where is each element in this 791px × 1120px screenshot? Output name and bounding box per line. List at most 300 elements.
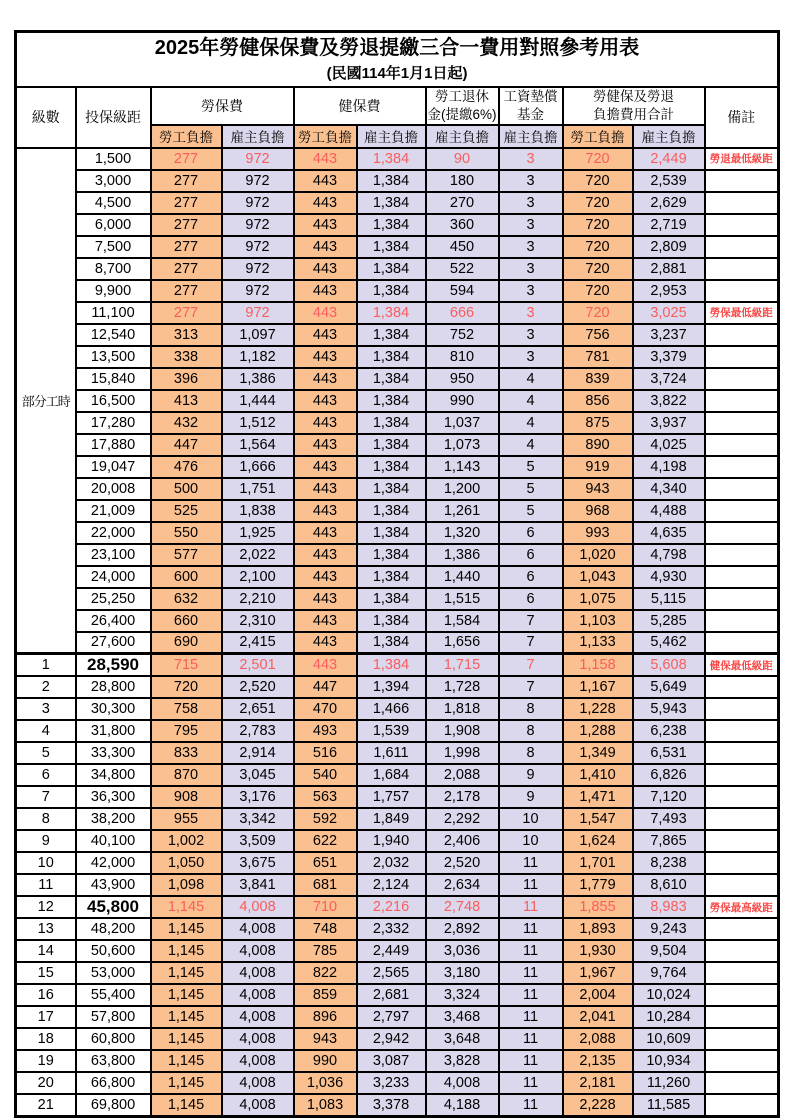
cell-health-employer: 1,384 xyxy=(357,544,426,566)
cell-labor-employee: 277 xyxy=(151,258,222,280)
remark-cell xyxy=(705,830,779,852)
cell-total-employer: 11,585 xyxy=(633,1094,705,1116)
cell-wage-fund-employer: 5 xyxy=(499,456,563,478)
cell-total-employee: 1,133 xyxy=(563,632,633,654)
cell-total-employer: 9,764 xyxy=(633,962,705,984)
cell-health-employer: 2,032 xyxy=(357,852,426,874)
cell-labor-employer: 4,008 xyxy=(222,962,294,984)
cell-health-employee: 592 xyxy=(294,808,357,830)
remark-cell xyxy=(705,214,779,236)
remark-cell: 勞保最低級距 xyxy=(705,302,779,324)
cell-total-employee: 1,103 xyxy=(563,610,633,632)
cell-health-employee: 443 xyxy=(294,566,357,588)
header-total-line1: 勞健保及勞退 xyxy=(593,88,674,104)
cell-total-employer: 5,608 xyxy=(633,654,705,677)
cell-wage-fund-employer: 3 xyxy=(499,258,563,280)
cell-total-employee: 1,855 xyxy=(563,896,633,918)
salary-bracket-cell: 13,500 xyxy=(76,346,151,368)
cell-total-employer: 4,340 xyxy=(633,478,705,500)
cell-health-employer: 1,384 xyxy=(357,478,426,500)
cell-pension-employer: 3,468 xyxy=(426,1006,499,1028)
salary-bracket-cell: 6,000 xyxy=(76,214,151,236)
cell-health-employee: 443 xyxy=(294,192,357,214)
cell-wage-fund-employer: 6 xyxy=(499,544,563,566)
cell-health-employer: 1,940 xyxy=(357,830,426,852)
cell-pension-employer: 90 xyxy=(426,148,499,170)
cell-total-employer: 8,238 xyxy=(633,852,705,874)
table-row xyxy=(16,522,779,544)
header-wage-fund-line2: 基金 xyxy=(517,106,544,122)
level-cell: 3 xyxy=(16,698,76,720)
salary-bracket-cell: 31,800 xyxy=(76,720,151,742)
salary-bracket-cell: 34,800 xyxy=(76,764,151,786)
remark-cell xyxy=(705,764,779,786)
cell-health-employee: 1,036 xyxy=(294,1072,357,1094)
cell-labor-employee: 690 xyxy=(151,632,222,654)
table-row xyxy=(16,170,779,192)
cell-pension-employer: 270 xyxy=(426,192,499,214)
cell-wage-fund-employer: 3 xyxy=(499,192,563,214)
cell-labor-employer: 972 xyxy=(222,236,294,258)
salary-bracket-cell: 22,000 xyxy=(76,522,151,544)
salary-bracket-cell: 53,000 xyxy=(76,962,151,984)
remark-cell xyxy=(705,610,779,632)
remark-cell xyxy=(705,940,779,962)
table-row xyxy=(16,1094,779,1116)
cell-labor-employee: 1,145 xyxy=(151,1006,222,1028)
remark-cell: 勞保最高級距 xyxy=(705,896,779,918)
table-row xyxy=(16,698,779,720)
cell-labor-employee: 1,145 xyxy=(151,940,222,962)
cell-labor-employer: 1,751 xyxy=(222,478,294,500)
cell-total-employee: 781 xyxy=(563,346,633,368)
cell-health-employer: 2,332 xyxy=(357,918,426,940)
cell-labor-employee: 870 xyxy=(151,764,222,786)
header-wage-fund-line1: 工資墊償 xyxy=(503,88,558,104)
cell-total-employer: 2,881 xyxy=(633,258,705,280)
level-cell: 16 xyxy=(16,984,76,1006)
cell-pension-employer: 1,998 xyxy=(426,742,499,764)
cell-health-employer: 1,384 xyxy=(357,412,426,434)
cell-health-employee: 443 xyxy=(294,236,357,258)
cell-total-employee: 993 xyxy=(563,522,633,544)
cell-total-employer: 4,635 xyxy=(633,522,705,544)
cell-pension-employer: 1,728 xyxy=(426,676,499,698)
remark-cell xyxy=(705,236,779,258)
table-row xyxy=(16,324,779,346)
table-row xyxy=(16,258,779,280)
remark-cell xyxy=(705,1072,779,1094)
cell-total-employer: 6,826 xyxy=(633,764,705,786)
cell-total-employer: 4,930 xyxy=(633,566,705,588)
salary-bracket-cell: 9,900 xyxy=(76,280,151,302)
cell-labor-employee: 277 xyxy=(151,236,222,258)
cell-labor-employee: 447 xyxy=(151,434,222,456)
cell-health-employee: 443 xyxy=(294,280,357,302)
cell-health-employee: 516 xyxy=(294,742,357,764)
table-row xyxy=(16,940,779,962)
header-pension-line1: 勞工退休 xyxy=(435,88,489,104)
cell-health-employer: 1,384 xyxy=(357,368,426,390)
salary-bracket-cell: 50,600 xyxy=(76,940,151,962)
cell-wage-fund-employer: 6 xyxy=(499,522,563,544)
table-row xyxy=(16,566,779,588)
cell-health-employee: 540 xyxy=(294,764,357,786)
remark-cell: 勞退最低級距 xyxy=(705,148,779,170)
cell-total-employee: 943 xyxy=(563,478,633,500)
cell-pension-employer: 666 xyxy=(426,302,499,324)
cell-pension-employer: 450 xyxy=(426,236,499,258)
cell-health-employer: 3,087 xyxy=(357,1050,426,1072)
cell-total-employer: 5,649 xyxy=(633,676,705,698)
cell-total-employee: 720 xyxy=(563,148,633,170)
cell-health-employee: 443 xyxy=(294,632,357,654)
cell-total-employee: 1,288 xyxy=(563,720,633,742)
table-row xyxy=(16,346,779,368)
cell-health-employer: 2,797 xyxy=(357,1006,426,1028)
cell-pension-employer: 1,200 xyxy=(426,478,499,500)
cell-labor-employer: 972 xyxy=(222,280,294,302)
cell-labor-employee: 396 xyxy=(151,368,222,390)
cell-labor-employee: 1,002 xyxy=(151,830,222,852)
header-total xyxy=(563,87,705,125)
cell-labor-employer: 4,008 xyxy=(222,1072,294,1094)
cell-health-employer: 1,384 xyxy=(357,610,426,632)
cell-health-employee: 470 xyxy=(294,698,357,720)
cell-total-employee: 1,701 xyxy=(563,852,633,874)
salary-bracket-cell: 7,500 xyxy=(76,236,151,258)
salary-bracket-cell: 69,800 xyxy=(76,1094,151,1116)
cell-pension-employer: 2,634 xyxy=(426,874,499,896)
cell-wage-fund-employer: 8 xyxy=(499,742,563,764)
cell-health-employee: 443 xyxy=(294,258,357,280)
level-cell: 9 xyxy=(16,830,76,852)
cell-pension-employer: 1,440 xyxy=(426,566,499,588)
cell-labor-employee: 277 xyxy=(151,214,222,236)
salary-bracket-cell: 28,800 xyxy=(76,676,151,698)
cell-health-employee: 443 xyxy=(294,324,357,346)
level-cell: 13 xyxy=(16,918,76,940)
cell-total-employer: 6,531 xyxy=(633,742,705,764)
cell-health-employer: 1,384 xyxy=(357,588,426,610)
cell-total-employer: 10,609 xyxy=(633,1028,705,1050)
cell-total-employee: 1,547 xyxy=(563,808,633,830)
cell-pension-employer: 4,188 xyxy=(426,1094,499,1116)
table-row xyxy=(16,544,779,566)
cell-labor-employer: 1,097 xyxy=(222,324,294,346)
level-cell: 2 xyxy=(16,676,76,698)
cell-pension-employer: 180 xyxy=(426,170,499,192)
cell-wage-fund-employer: 4 xyxy=(499,368,563,390)
cell-total-employee: 968 xyxy=(563,500,633,522)
page-title: 2025年勞健保保費及勞退提繳三合一費用對照參考用表 xyxy=(154,37,640,60)
table-row xyxy=(16,500,779,522)
cell-wage-fund-employer: 5 xyxy=(499,500,563,522)
table-row xyxy=(16,368,779,390)
cell-health-employer: 1,384 xyxy=(357,456,426,478)
cell-total-employee: 856 xyxy=(563,390,633,412)
level-cell: 14 xyxy=(16,940,76,962)
salary-bracket-cell: 17,280 xyxy=(76,412,151,434)
cell-labor-employer: 2,783 xyxy=(222,720,294,742)
cell-total-employer: 3,724 xyxy=(633,368,705,390)
header-labor-insurance: 勞保費 xyxy=(151,87,294,125)
cell-health-employee: 493 xyxy=(294,720,357,742)
cell-health-employer: 1,384 xyxy=(357,654,426,677)
cell-health-employee: 443 xyxy=(294,610,357,632)
cell-labor-employer: 2,100 xyxy=(222,566,294,588)
cell-total-employee: 720 xyxy=(563,170,633,192)
cell-total-employer: 2,719 xyxy=(633,214,705,236)
cell-health-employer: 1,384 xyxy=(357,632,426,654)
level-cell: 21 xyxy=(16,1094,76,1116)
cell-wage-fund-employer: 7 xyxy=(499,632,563,654)
cell-total-employer: 5,943 xyxy=(633,698,705,720)
cell-pension-employer: 1,908 xyxy=(426,720,499,742)
remark-cell xyxy=(705,324,779,346)
remark-cell xyxy=(705,918,779,940)
remark-cell xyxy=(705,676,779,698)
cell-labor-employee: 577 xyxy=(151,544,222,566)
cell-labor-employer: 4,008 xyxy=(222,984,294,1006)
cell-total-employee: 1,471 xyxy=(563,786,633,808)
cell-health-employer: 1,849 xyxy=(357,808,426,830)
cell-total-employer: 5,285 xyxy=(633,610,705,632)
title-row xyxy=(16,32,779,87)
cell-total-employer: 7,865 xyxy=(633,830,705,852)
cell-total-employer: 8,610 xyxy=(633,874,705,896)
cell-labor-employer: 1,666 xyxy=(222,456,294,478)
table-row xyxy=(16,720,779,742)
table-row xyxy=(16,302,779,324)
cell-total-employee: 2,041 xyxy=(563,1006,633,1028)
remark-cell xyxy=(705,346,779,368)
cell-pension-employer: 1,515 xyxy=(426,588,499,610)
cell-total-employee: 2,135 xyxy=(563,1050,633,1072)
salary-bracket-cell: 3,000 xyxy=(76,170,151,192)
cell-health-employer: 2,449 xyxy=(357,940,426,962)
salary-bracket-cell: 23,100 xyxy=(76,544,151,566)
cell-labor-employer: 4,008 xyxy=(222,896,294,918)
salary-bracket-cell: 43,900 xyxy=(76,874,151,896)
remark-cell xyxy=(705,808,779,830)
table-row xyxy=(16,214,779,236)
cell-total-employee: 1,158 xyxy=(563,654,633,677)
cell-wage-fund-employer: 4 xyxy=(499,434,563,456)
cell-labor-employee: 1,145 xyxy=(151,962,222,984)
remark-cell xyxy=(705,456,779,478)
table-row xyxy=(16,478,779,500)
remark-cell xyxy=(705,1028,779,1050)
salary-bracket-cell: 20,008 xyxy=(76,478,151,500)
cell-pension-employer: 2,088 xyxy=(426,764,499,786)
cell-pension-employer: 950 xyxy=(426,368,499,390)
remark-cell xyxy=(705,544,779,566)
cell-health-employee: 443 xyxy=(294,346,357,368)
subheader-total-employee: 勞工負擔 xyxy=(563,125,633,148)
table-row xyxy=(16,962,779,984)
cell-pension-employer: 522 xyxy=(426,258,499,280)
cell-pension-employer: 1,386 xyxy=(426,544,499,566)
salary-bracket-cell: 66,800 xyxy=(76,1072,151,1094)
cell-health-employer: 1,384 xyxy=(357,522,426,544)
cell-health-employer: 1,384 xyxy=(357,346,426,368)
table-row xyxy=(16,192,779,214)
salary-bracket-cell: 4,500 xyxy=(76,192,151,214)
cell-health-employee: 943 xyxy=(294,1028,357,1050)
table-row xyxy=(16,874,779,896)
header-pension xyxy=(426,87,499,125)
cell-total-employer: 11,260 xyxy=(633,1072,705,1094)
cell-health-employer: 1,384 xyxy=(357,390,426,412)
cell-pension-employer: 1,320 xyxy=(426,522,499,544)
remark-cell xyxy=(705,1006,779,1028)
cell-health-employer: 1,384 xyxy=(357,192,426,214)
cell-labor-employer: 972 xyxy=(222,170,294,192)
cell-labor-employee: 715 xyxy=(151,654,222,677)
salary-bracket-cell: 38,200 xyxy=(76,808,151,830)
salary-bracket-cell: 45,800 xyxy=(76,896,151,918)
cell-labor-employer: 1,444 xyxy=(222,390,294,412)
remark-cell xyxy=(705,434,779,456)
cell-labor-employer: 2,022 xyxy=(222,544,294,566)
cell-labor-employer: 1,182 xyxy=(222,346,294,368)
cell-health-employer: 1,384 xyxy=(357,434,426,456)
cell-labor-employer: 1,564 xyxy=(222,434,294,456)
cell-total-employee: 875 xyxy=(563,412,633,434)
remark-cell xyxy=(705,500,779,522)
level-cell: 11 xyxy=(16,874,76,896)
cell-labor-employee: 1,145 xyxy=(151,896,222,918)
cell-labor-employee: 955 xyxy=(151,808,222,830)
cell-health-employer: 2,565 xyxy=(357,962,426,984)
cell-labor-employee: 1,145 xyxy=(151,984,222,1006)
cell-wage-fund-employer: 11 xyxy=(499,874,563,896)
cell-total-employee: 1,930 xyxy=(563,940,633,962)
cell-health-employee: 1,083 xyxy=(294,1094,357,1116)
cell-labor-employee: 277 xyxy=(151,302,222,324)
cell-wage-fund-employer: 3 xyxy=(499,302,563,324)
level-cell: 1 xyxy=(16,654,76,677)
level-cell: 15 xyxy=(16,962,76,984)
cell-health-employer: 1,757 xyxy=(357,786,426,808)
cell-health-employee: 990 xyxy=(294,1050,357,1072)
level-cell: 18 xyxy=(16,1028,76,1050)
cell-pension-employer: 2,292 xyxy=(426,808,499,830)
cell-pension-employer: 810 xyxy=(426,346,499,368)
cell-wage-fund-employer: 11 xyxy=(499,1072,563,1094)
cell-wage-fund-employer: 11 xyxy=(499,896,563,918)
salary-bracket-cell: 26,400 xyxy=(76,610,151,632)
cell-total-employer: 4,798 xyxy=(633,544,705,566)
cell-labor-employer: 4,008 xyxy=(222,1094,294,1116)
cell-health-employer: 1,684 xyxy=(357,764,426,786)
cell-pension-employer: 3,036 xyxy=(426,940,499,962)
cell-total-employee: 1,779 xyxy=(563,874,633,896)
cell-health-employee: 443 xyxy=(294,214,357,236)
cell-labor-employer: 3,675 xyxy=(222,852,294,874)
cell-wage-fund-employer: 11 xyxy=(499,852,563,874)
cell-labor-employer: 972 xyxy=(222,148,294,170)
salary-bracket-cell: 12,540 xyxy=(76,324,151,346)
cell-health-employee: 443 xyxy=(294,148,357,170)
cell-health-employee: 447 xyxy=(294,676,357,698)
table-row xyxy=(16,676,779,698)
cell-pension-employer: 1,656 xyxy=(426,632,499,654)
premium-reference-table xyxy=(14,30,780,1118)
cell-wage-fund-employer: 3 xyxy=(499,214,563,236)
cell-total-employee: 756 xyxy=(563,324,633,346)
level-cell: 6 xyxy=(16,764,76,786)
cell-health-employee: 443 xyxy=(294,170,357,192)
salary-bracket-cell: 11,100 xyxy=(76,302,151,324)
cell-labor-employer: 3,342 xyxy=(222,808,294,830)
cell-labor-employer: 2,415 xyxy=(222,632,294,654)
cell-pension-employer: 3,180 xyxy=(426,962,499,984)
remark-cell xyxy=(705,412,779,434)
cell-health-employer: 1,384 xyxy=(357,214,426,236)
table-row xyxy=(16,280,779,302)
cell-total-employee: 720 xyxy=(563,192,633,214)
cell-labor-employee: 413 xyxy=(151,390,222,412)
cell-health-employer: 2,216 xyxy=(357,896,426,918)
cell-wage-fund-employer: 6 xyxy=(499,566,563,588)
cell-labor-employee: 550 xyxy=(151,522,222,544)
cell-labor-employer: 3,176 xyxy=(222,786,294,808)
cell-health-employee: 443 xyxy=(294,456,357,478)
cell-wage-fund-employer: 8 xyxy=(499,720,563,742)
cell-total-employee: 720 xyxy=(563,214,633,236)
cell-labor-employee: 632 xyxy=(151,588,222,610)
remark-cell xyxy=(705,742,779,764)
cell-health-employee: 785 xyxy=(294,940,357,962)
cell-health-employee: 443 xyxy=(294,302,357,324)
salary-bracket-cell: 28,590 xyxy=(76,654,151,677)
cell-total-employee: 1,043 xyxy=(563,566,633,588)
cell-pension-employer: 594 xyxy=(426,280,499,302)
salary-bracket-cell: 8,700 xyxy=(76,258,151,280)
header-pension-line2: 金(提繳6%) xyxy=(427,106,497,122)
cell-total-employee: 720 xyxy=(563,258,633,280)
cell-pension-employer: 1,715 xyxy=(426,654,499,677)
cell-pension-employer: 1,073 xyxy=(426,434,499,456)
cell-health-employee: 443 xyxy=(294,654,357,677)
cell-health-employee: 748 xyxy=(294,918,357,940)
cell-total-employer: 7,120 xyxy=(633,786,705,808)
cell-labor-employee: 720 xyxy=(151,676,222,698)
cell-health-employer: 1,466 xyxy=(357,698,426,720)
header-remark: 備註 xyxy=(705,87,779,148)
cell-labor-employer: 4,008 xyxy=(222,1006,294,1028)
cell-labor-employee: 525 xyxy=(151,500,222,522)
cell-health-employee: 443 xyxy=(294,500,357,522)
cell-health-employee: 443 xyxy=(294,588,357,610)
level-cell: 8 xyxy=(16,808,76,830)
page-subtitle: (民國114年1月1日起) xyxy=(326,65,468,83)
cell-labor-employee: 758 xyxy=(151,698,222,720)
cell-wage-fund-employer: 3 xyxy=(499,170,563,192)
cell-wage-fund-employer: 7 xyxy=(499,676,563,698)
header-group-row xyxy=(16,87,779,125)
table-body xyxy=(16,148,779,1117)
table-row xyxy=(16,984,779,1006)
cell-labor-employee: 277 xyxy=(151,280,222,302)
salary-bracket-cell: 24,000 xyxy=(76,566,151,588)
cell-wage-fund-employer: 11 xyxy=(499,1050,563,1072)
cell-health-employee: 443 xyxy=(294,434,357,456)
subheader-labor-employee: 勞工負擔 xyxy=(151,125,222,148)
cell-wage-fund-employer: 3 xyxy=(499,148,563,170)
